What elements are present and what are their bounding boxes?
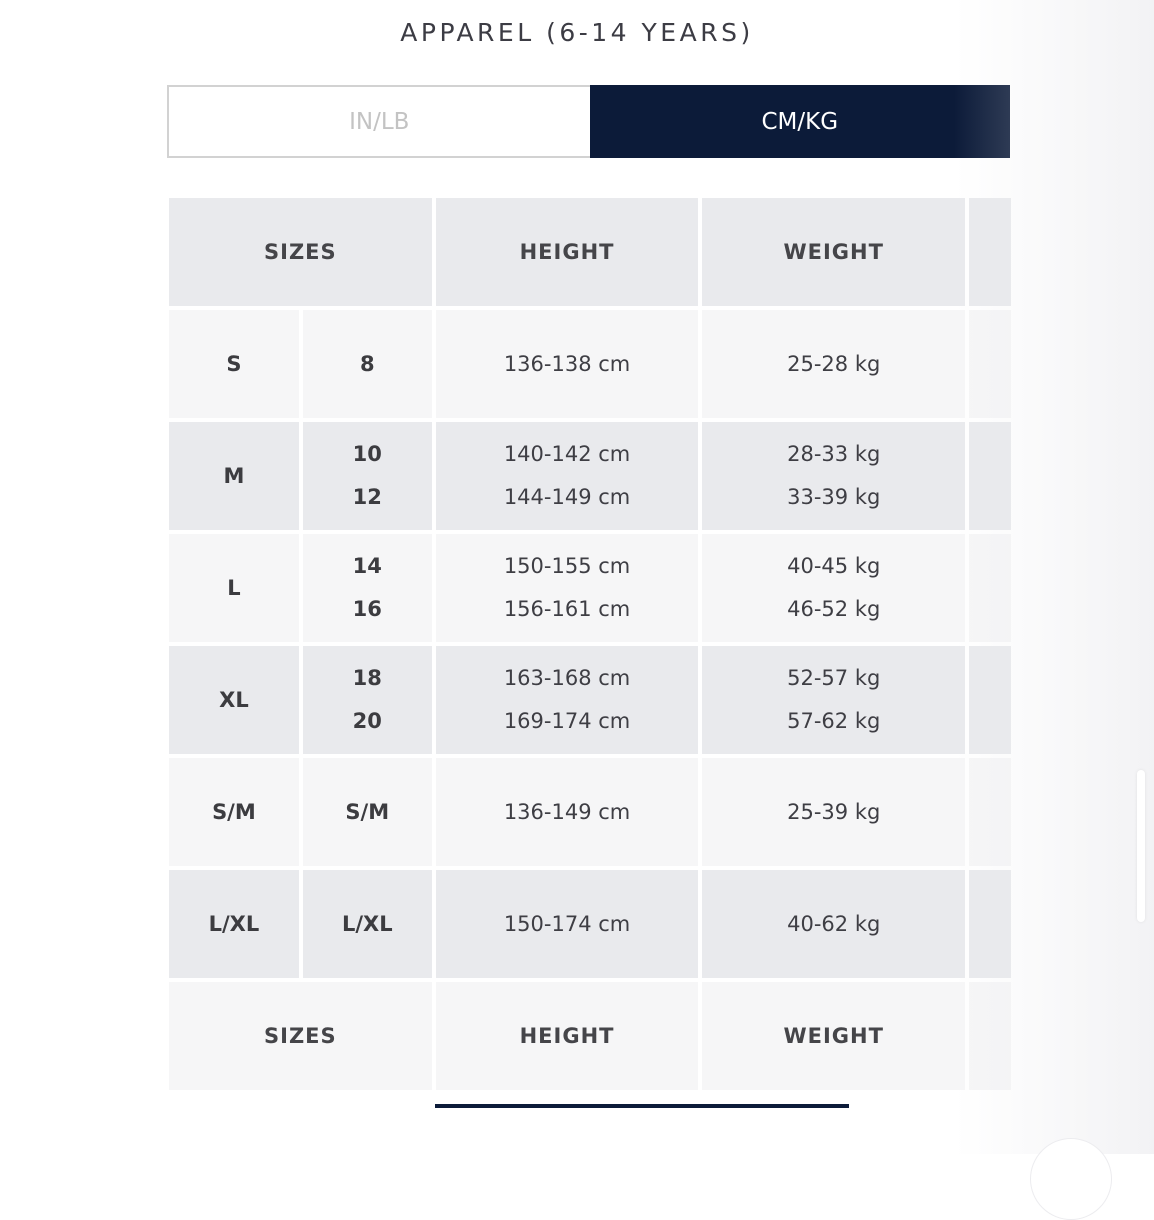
table-footer-row	[169, 982, 1011, 1090]
unit-option-cm-kg[interactable]: CM/KG	[590, 85, 1011, 158]
header-height: HEIGHT	[436, 198, 699, 306]
weight-value: 52-57 kg	[787, 666, 881, 690]
overflow-cell	[969, 534, 1011, 642]
table-header-row	[169, 198, 1011, 306]
weight-cell	[702, 422, 965, 530]
height-value: 150-174 cm	[503, 911, 631, 936]
size-code: L/XL	[341, 911, 393, 936]
height-value: 144-149 cm	[503, 485, 631, 509]
height-cell	[436, 646, 699, 754]
table-row	[169, 534, 1011, 642]
size-code: 16	[352, 597, 382, 621]
weight-cell	[702, 310, 965, 418]
weight-cell	[702, 646, 965, 754]
size-code: 20	[352, 709, 382, 733]
size-code: 10	[352, 442, 382, 466]
footer-height: HEIGHT	[436, 982, 699, 1090]
height-cell	[436, 758, 699, 866]
page-scrollbar-thumb[interactable]	[1137, 770, 1145, 922]
overflow-cell	[969, 646, 1011, 754]
size-chart-table	[169, 198, 1011, 1094]
size-label: L	[169, 534, 299, 642]
page-title: APPAREL (6-14 YEARS)	[400, 18, 754, 47]
height-cell	[436, 870, 699, 978]
size-code: 8	[359, 351, 375, 376]
height-value: 136-149 cm	[503, 799, 631, 824]
floating-circle-button[interactable]	[1030, 1138, 1112, 1220]
size-code: S/M	[345, 799, 390, 824]
header-overflow-cell	[969, 198, 1011, 306]
height-cell	[436, 310, 699, 418]
height-value: 136-138 cm	[503, 351, 631, 376]
size-label: L/XL	[169, 870, 299, 978]
table-row	[169, 310, 1011, 418]
footer-overflow-cell	[969, 982, 1011, 1090]
table-horizontal-scrollbar[interactable]	[435, 1104, 849, 1108]
table-row	[169, 758, 1011, 866]
table-row	[169, 870, 1011, 978]
size-code-cell	[303, 870, 432, 978]
size-code-cell	[303, 758, 432, 866]
size-code: 12	[352, 485, 382, 509]
size-code-cell	[303, 646, 432, 754]
overflow-cell	[969, 870, 1011, 978]
weight-cell	[702, 534, 965, 642]
weight-value: 57-62 kg	[787, 709, 881, 733]
height-value: 140-142 cm	[503, 442, 631, 466]
size-label: S	[169, 310, 299, 418]
height-value: 169-174 cm	[503, 709, 631, 733]
weight-value: 25-39 kg	[787, 799, 881, 824]
height-value: 163-168 cm	[503, 666, 631, 690]
weight-value: 46-52 kg	[787, 597, 881, 621]
height-value: 156-161 cm	[503, 597, 631, 621]
weight-cell	[702, 758, 965, 866]
size-code: 18	[352, 666, 382, 690]
unit-option-in-lb[interactable]: IN/LB	[169, 87, 590, 156]
size-code-cell	[303, 310, 432, 418]
overflow-cell	[969, 758, 1011, 866]
footer-sizes: SIZES	[169, 982, 432, 1090]
height-value: 150-155 cm	[503, 554, 631, 578]
size-label: M	[169, 422, 299, 530]
size-code-cell	[303, 534, 432, 642]
weight-value: 33-39 kg	[787, 485, 881, 509]
weight-cell	[702, 870, 965, 978]
table-row	[169, 422, 1011, 530]
overflow-cell	[969, 310, 1011, 418]
header-weight: WEIGHT	[702, 198, 965, 306]
unit-toggle	[167, 85, 1010, 158]
header-sizes: SIZES	[169, 198, 432, 306]
footer-weight: WEIGHT	[702, 982, 965, 1090]
size-label: S/M	[169, 758, 299, 866]
weight-value: 25-28 kg	[787, 351, 881, 376]
size-code: 14	[352, 554, 382, 578]
table-row	[169, 646, 1011, 754]
height-cell	[436, 422, 699, 530]
weight-value: 40-62 kg	[787, 911, 881, 936]
height-cell	[436, 534, 699, 642]
weight-value: 28-33 kg	[787, 442, 881, 466]
size-label: XL	[169, 646, 299, 754]
size-code-cell	[303, 422, 432, 530]
weight-value: 40-45 kg	[787, 554, 881, 578]
overflow-cell	[969, 422, 1011, 530]
